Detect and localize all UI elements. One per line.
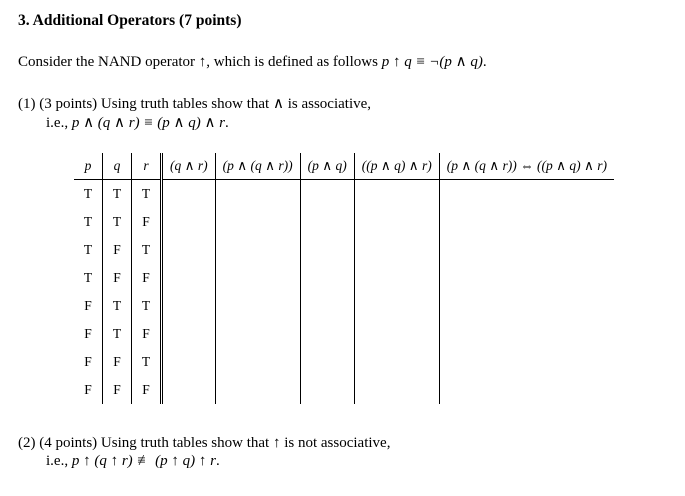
answer-cell: [215, 348, 300, 376]
header-p-and-q-then-r: ((p ∧ q) ∧ r): [354, 153, 439, 180]
answer-cell: [162, 179, 216, 208]
answer-cell: [354, 179, 439, 208]
truth-table-row: [74, 376, 614, 404]
truth-value-cell: T: [132, 292, 162, 320]
section-heading: 3. Additional Operators (7 points): [18, 12, 242, 29]
truth-value-cell: T: [74, 236, 103, 264]
truth-value-cell: T: [103, 320, 132, 348]
intro-text: Consider the NAND operator ↑, which is defined as follows: [18, 54, 378, 70]
answer-cell: [162, 236, 216, 264]
truth-table-row: [74, 179, 614, 208]
truth-table: [74, 153, 614, 404]
truth-value-cell: F: [74, 348, 103, 376]
answer-cell: [300, 264, 354, 292]
answer-cell: [215, 236, 300, 264]
item-2: [18, 434, 673, 472]
truth-value-cell: T: [132, 348, 162, 376]
truth-value-cell: T: [103, 208, 132, 236]
answer-cell: [354, 320, 439, 348]
answer-cell: [439, 179, 614, 208]
truth-table-header: [74, 153, 614, 180]
answer-cell: [162, 292, 216, 320]
answer-cell: [300, 320, 354, 348]
answer-cell: [162, 264, 216, 292]
intro-period: .: [482, 54, 487, 70]
answer-cell: [439, 236, 614, 264]
answer-cell: [215, 320, 300, 348]
item-1: [18, 95, 673, 133]
header-q-and-r: (q ∧ r): [162, 153, 216, 180]
truth-table-row: [74, 292, 614, 320]
answer-cell: [162, 348, 216, 376]
item-2-line-2: [18, 452, 673, 471]
item-2-math: p ↑ (q ↑ r) ≢ (p ↑ q) ↑ r: [71, 453, 216, 470]
answer-cell: [215, 292, 300, 320]
truth-value-cell: F: [74, 292, 103, 320]
truth-value-cell: T: [103, 292, 132, 320]
answer-cell: [215, 264, 300, 292]
truth-value-cell: F: [132, 264, 162, 292]
truth-value-cell: F: [132, 376, 162, 404]
truth-value-cell: T: [103, 179, 132, 208]
answer-cell: [162, 376, 216, 404]
truth-table-row: [74, 264, 614, 292]
truth-value-cell: F: [103, 348, 132, 376]
answer-cell: [439, 348, 614, 376]
answer-cell: [300, 376, 354, 404]
truth-table-body: [74, 179, 614, 404]
header-equivalence: (p ∧ (q ∧ r)) ⇔ ((p ∧ q) ∧ r): [439, 153, 614, 180]
truth-value-cell: F: [103, 376, 132, 404]
header-p-and-q-and-r: (p ∧ (q ∧ r)): [215, 153, 300, 180]
truth-value-cell: F: [132, 320, 162, 348]
truth-value-cell: F: [103, 264, 132, 292]
item-1-line-2: [18, 114, 673, 133]
answer-cell: [215, 376, 300, 404]
truth-table-row: [74, 236, 614, 264]
answer-cell: [354, 236, 439, 264]
item-1-math: p ∧ (q ∧ r) ≡ (p ∧ q) ∧ r: [71, 114, 226, 131]
answer-cell: [354, 348, 439, 376]
answer-cell: [215, 179, 300, 208]
answer-cell: [354, 264, 439, 292]
truth-value-cell: F: [74, 376, 103, 404]
header-q: q: [103, 153, 132, 180]
answer-cell: [439, 264, 614, 292]
item-1-line-1: (1) (3 points) Using truth tables show that ∧ is associative,: [18, 96, 372, 112]
item-1-ie: i.e.,: [46, 114, 69, 131]
answer-cell: [439, 376, 614, 404]
truth-value-cell: F: [103, 236, 132, 264]
answer-cell: [215, 208, 300, 236]
answer-cell: [439, 320, 614, 348]
truth-value-cell: T: [132, 179, 162, 208]
header-p: p: [74, 153, 103, 180]
answer-cell: [354, 292, 439, 320]
truth-value-cell: F: [74, 320, 103, 348]
answer-cell: [354, 208, 439, 236]
truth-value-cell: T: [74, 179, 103, 208]
answer-cell: [300, 348, 354, 376]
header-p-and-q: (p ∧ q): [300, 153, 354, 180]
truth-table-row: [74, 348, 614, 376]
truth-value-cell: T: [74, 208, 103, 236]
answer-cell: [162, 320, 216, 348]
answer-cell: [439, 292, 614, 320]
item-2-ie: i.e.,: [46, 453, 69, 470]
truth-table-row: [74, 320, 614, 348]
header-r: r: [132, 153, 162, 180]
intro-paragraph: [18, 52, 673, 71]
answer-cell: [300, 292, 354, 320]
item-2-line-1: (2) (4 points) Using truth tables show that ↑ is not associative,: [18, 434, 391, 451]
answer-cell: [354, 376, 439, 404]
item-1-period: .: [225, 114, 229, 131]
truth-value-cell: T: [132, 236, 162, 264]
answer-cell: [300, 208, 354, 236]
item-2-period: .: [215, 453, 220, 470]
truth-value-cell: F: [132, 208, 162, 236]
answer-cell: [162, 208, 216, 236]
answer-cell: [300, 179, 354, 208]
truth-table-row: [74, 208, 614, 236]
answer-cell: [300, 236, 354, 264]
truth-value-cell: T: [74, 264, 103, 292]
answer-cell: [439, 208, 614, 236]
intro-math: p ↑ q ≡ ¬(p ∧ q): [381, 54, 483, 70]
